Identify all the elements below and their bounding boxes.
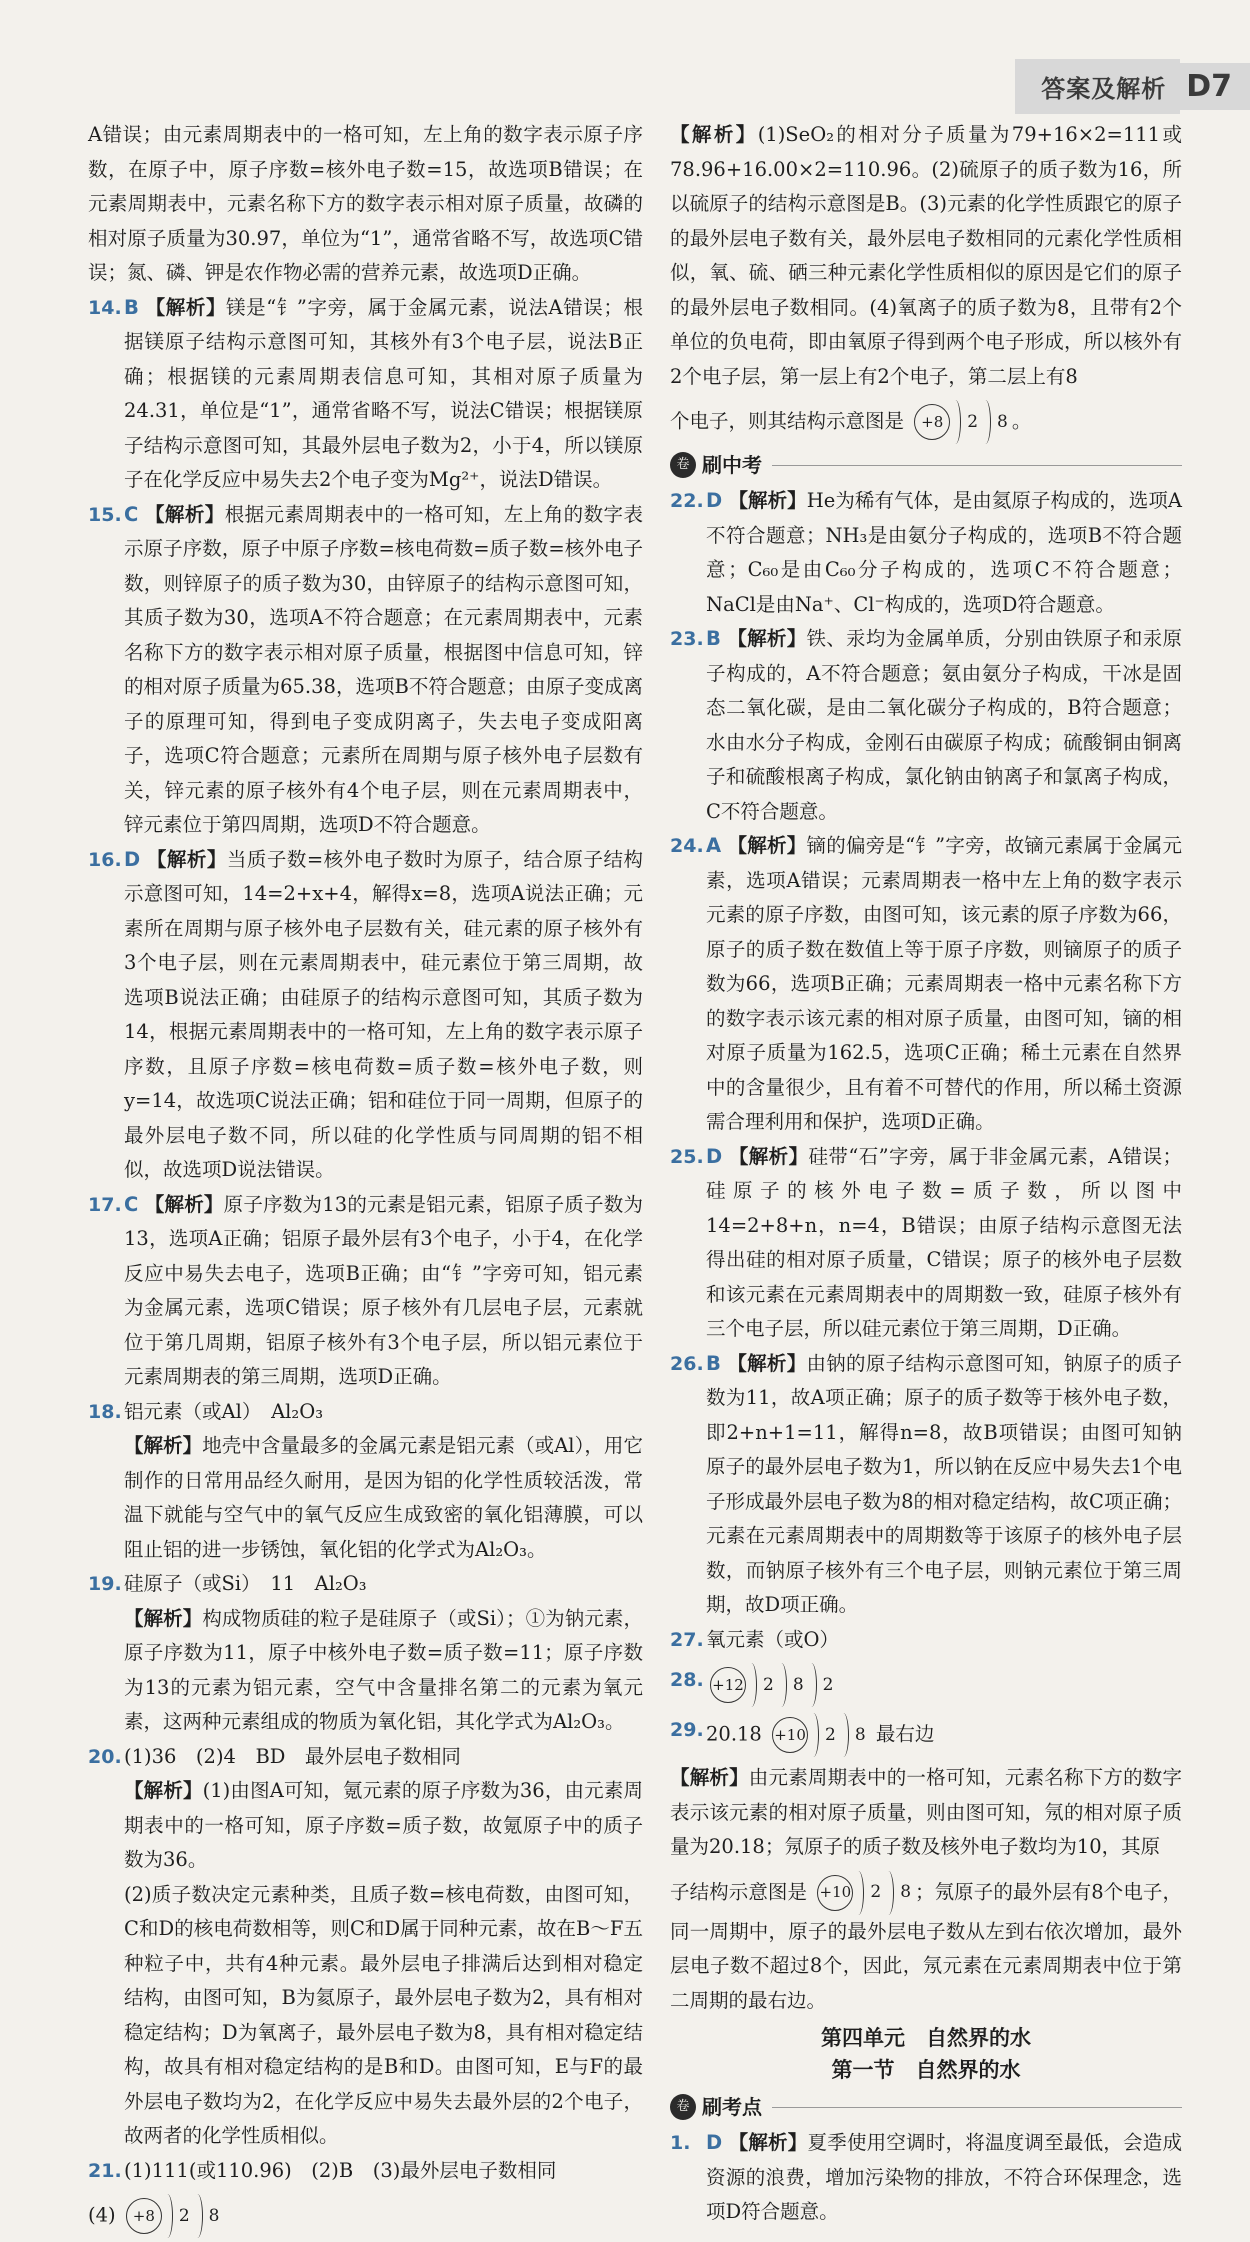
electron-shells	[857, 1871, 911, 1915]
analysis-tag: 【解析】	[124, 1434, 203, 1457]
part-label: (4)	[88, 2203, 116, 2227]
shell-arc	[746, 1663, 757, 1707]
electron-shells	[166, 2194, 220, 2238]
analysis-text-1: (1)由图A可知，氪元素的原子序数为36，由元素周期表中的一格可知，原子序数=质子数，故氪原子中的质子数为36。	[124, 1779, 643, 1871]
answer-29-analysis-cont	[670, 1871, 1182, 2019]
question-number: 15.	[88, 503, 122, 526]
analysis-text: 个电子，则其结构示意图是	[670, 409, 905, 433]
shell-arc	[806, 1663, 817, 1707]
analysis-tag: 【解析】	[144, 502, 225, 526]
answer-25	[670, 1140, 1182, 1347]
answer-29-analysis	[670, 1761, 1182, 1865]
shell-count: 8	[854, 1724, 866, 1745]
answer-choice: B	[706, 1351, 721, 1375]
section-subtitle: 第一节 自然界的水	[831, 2058, 1021, 2082]
shell-count: 8	[997, 411, 1008, 432]
answer-choice: D	[706, 2131, 723, 2154]
answer-20	[88, 1740, 643, 2154]
answer-text: 最右边	[875, 1722, 935, 1746]
answer-21-analysis	[670, 118, 1182, 394]
answer-24	[670, 829, 1182, 1140]
question-number: 24.	[670, 835, 704, 857]
section-title: 刷中考	[702, 452, 762, 477]
section-header-points	[670, 2092, 1182, 2122]
analysis-text-2: (2)质子数决定元素种类，且质子数=核电荷数，由图可知，C和D的核电荷数相等，则C和D属于同种元素，故在B～F五种粒子中，共有4种元素。最外层电子排满后达到相对稳定结构，由图可知，B为氦原子，最外层电子数为2，具有相对稳定结构；D为氧离子，最外层电子数为8，具有相对稳定结构，故具有相对稳定结构的是B和D。由图可知，E与F的最外层电子数均为2，在化学反应中易失去最外层的2个电子，故两者的化学性质相似。	[124, 1882, 643, 2147]
neon-atom-diagram	[817, 1871, 911, 1915]
page-number: D7	[1180, 63, 1250, 110]
left-column	[88, 118, 643, 2242]
answer-text: 氧元素（或O）	[706, 1627, 839, 1651]
question-number: 14.	[88, 296, 122, 319]
answer-18	[88, 1395, 643, 1568]
analysis-text: 子结构示意图是	[670, 1880, 808, 1903]
answer-choice: C	[124, 1192, 139, 1216]
answer-15	[88, 498, 643, 843]
oxygen-ion-diagram	[914, 400, 1008, 444]
shell-count: 2	[763, 1674, 774, 1695]
question-number: 18.	[88, 1400, 122, 1423]
analysis-tag: 【解析】	[728, 2131, 808, 2154]
divider	[772, 464, 1182, 466]
question-number: 19.	[88, 1573, 122, 1595]
question-number: 22.	[670, 490, 704, 512]
answer-22	[670, 484, 1182, 622]
question-number: 20.	[88, 1745, 122, 1768]
question-number: 23.	[670, 628, 704, 650]
shell-arc	[192, 2194, 203, 2238]
answer-choice: C	[124, 502, 139, 526]
nucleus: +8	[126, 2198, 162, 2234]
question-number: 26.	[670, 1352, 704, 1375]
analysis-tag: 【解析】	[670, 1766, 749, 1789]
answer-choice: D	[706, 489, 723, 512]
electron-shells	[750, 1663, 833, 1707]
answer-16	[88, 843, 643, 1188]
answer-27	[670, 1623, 1182, 1658]
analysis-tag: 【解析】	[145, 295, 227, 319]
analysis-text: 当质子数=核外电子数时为原子，结合原子结构示意图可知，14=2+x+4，解得x=8，选项A说法正确；元素所在周期与原子核外电子层数有关，硅元素的原子核外有3个电子层，则在元素周期表中，硅元素位于第三周期，故选项B说法正确；由硅原子的结构示意图可知，其质子数为14，根据元素周期表中的一格可知，左上角的数字表示原子序数，且原子序数=核电荷数=质子数=核外电子数，则y=14，故选项C说法正确；铝和硅位于同一周期，但原子的最外层电子数不同，所以硅的化学性质与同周期的铝不相似，故选项D说法错误。	[124, 847, 643, 1181]
answer-text: (1)36 (2)4 BD 最外层电子数相同	[124, 1744, 461, 1768]
shell-arc	[162, 2194, 173, 2238]
answer-21	[88, 2154, 643, 2189]
question-number: 28.	[670, 1669, 704, 1691]
section-header-exam	[670, 450, 1182, 480]
answer-choice: D	[124, 847, 141, 871]
analysis-tag: 【解析】	[727, 834, 807, 857]
answer-text: 硅原子（或Si） 11 Al₂O₃	[124, 1572, 367, 1595]
analysis-text: 根据元素周期表中的一格可知，左上角的数字表示原子序数，原子中原子序数=核电荷数=质子数=核外电子数，则锌原子的质子数为30，由锌原子的结构示意图可知，其质子数为30，选项A不符合题意；在元素周期表中，元素名称下方的数字表示相对原子质量，根据图中信息可知，锌的相对原子质量为65.38，选项B不符合题意；由原子变成离子的原理可知，得到电子变成阴离子，失去电子变成阳离子，选项C符合题意；元素所在周期与原子核外电子层数有关，锌元素的原子核外有4个电子层，则在元素周期表中，锌元素位于第四周期，选项D不符合题意。	[124, 502, 643, 836]
answer-choice: B	[124, 295, 139, 319]
shell-count: 2	[825, 1724, 836, 1745]
shell-arc	[883, 1871, 894, 1915]
shell-arc	[776, 1663, 787, 1707]
analysis-tag: 【解析】	[728, 1144, 809, 1168]
section-title: 刷考点	[702, 2094, 762, 2119]
electron-shells	[812, 1713, 866, 1757]
analysis-tag: 【解析】	[124, 1606, 203, 1630]
analysis-text: 由钠的原子结构示意图可知，钠原子的质子数为11，故A项正确；原子的质子数等于核外电子数，即2+n+1=11，解得n=8，故B项错误；由图可知钠原子的最外层电子数为1，所以钠在反应中易失去1个电子形成最外层电子数为8的相对稳定结构，故C项正确；元素在元素周期表中的周期数等于该原子的核外电子层数，而钠原子核外有三个电子层，则钠元素位于第三周期，故D项正确。	[706, 1351, 1182, 1616]
header-label: 答案及解析	[1015, 59, 1180, 114]
answer-23	[670, 622, 1182, 829]
answer-choice: D	[706, 1144, 723, 1168]
shell-count: 2	[967, 411, 979, 432]
answer-14	[88, 291, 643, 498]
analysis-text: 铁、汞均为金属单质，分别由铁原子和汞原子构成的，A不符合题意；氨由氨分子构成，干冰是固态二氧化碳，是由二氧化碳分子构成的，B符合题意；水由水分子构成，金刚石由碳原子构成；硫酸铜由铜离子和硫酸根离子构成，氯化钠由钠离子和氯离子构成，C不符合题意。	[706, 627, 1182, 823]
question-number: 25.	[670, 1145, 704, 1168]
answer-19	[88, 1567, 643, 1740]
analysis-text: 硅带“石”字旁，属于非金属元素，A错误；硅原子的核外电子数=质子数，所以图中14=2+8+n，n=4，B错误；由原子结构示意图无法得出硅的相对原子质量，C错误；原子的核外电子层数和该元素在元素周期表中的周期数一致，硅原子核外有三个电子层，所以硅元素位于第三周期，D正确。	[706, 1144, 1182, 1340]
analysis-tag: 【解析】	[144, 1192, 224, 1216]
shell-arc	[853, 1871, 864, 1915]
analysis-text: 地壳中含量最多的金属元素是铝元素（或Al），用它制作的日常用品经久耐用，是因为铝的化学性质较活泼，常温下就能与空气中的氧气反应生成致密的氧化铝薄膜，可以阻止铝的进一步锈蚀，氧化铝的化学式为Al₂O₃。	[124, 1434, 643, 1561]
answer-choice: B	[706, 627, 721, 650]
answer-choice: A	[706, 834, 722, 857]
answer-1	[670, 2126, 1182, 2230]
analysis-text: 。	[1011, 409, 1032, 433]
shell-count: 8	[900, 1882, 912, 1903]
question-number: 21.	[88, 2159, 122, 2182]
analysis-tag: 【解析】	[728, 489, 807, 512]
analysis-text: He为稀有气体，是由氦原子构成的，选项A不符合题意；NH₃是由氨分子构成的，选项B不符合题意；C₆₀是由C₆₀分子构成的，选项C不符合题意；NaCl是由Na⁺、Cl⁻构成的，选项D符合题意。	[706, 489, 1182, 616]
analysis-text: ；氖原子的最外层有8个电子，同一周期中，原子的最外层电子数从左到右依次增加，最外层电子数不超过8个，因此，氖元素在元素周期表中位于第二周期的最右边。	[670, 1880, 1182, 2012]
answer-28	[670, 1663, 1182, 1707]
answer-17	[88, 1188, 643, 1395]
analysis-text: (1)SeO₂的相对分子质量为79+16×2=111或78.96+16.00×2=110.96。(2)硫原子的质子数为16，所以硫原子的结构示意图是B。(3)元素的化学性质跟它的原子的最外层电子数有关，最外层电子数相同的元素化学性质相似，氧、硫、硒三种元素化学性质相似的原因是它们的原子的最外层电子数相同。(4)氧离子的质子数为8，且带有2个单位的负电荷，即由氧原子得到两个电子形成，所以核外有2个电子层，第一层上有2个电子，第二层上有8	[670, 123, 1182, 388]
analysis-text: 由元素周期表中的一格可知，元素名称下方的数字表示该元素的相对原子质量，则由图可知，氖的相对原子质量为20.18；氖原子的质子数及核外电子数均为10，其原	[670, 1766, 1182, 1858]
nucleus: +8	[914, 404, 950, 440]
shell-count: 8	[208, 2205, 220, 2226]
answer-21-analysis-tail	[670, 400, 1182, 444]
oxygen-ion-diagram	[126, 2194, 220, 2238]
analysis-tag: 【解析】	[727, 627, 807, 650]
question-number: 27.	[670, 1628, 704, 1651]
analysis-tag: 【解析】	[727, 1351, 807, 1375]
shell-arc	[838, 1713, 849, 1757]
neon-atom-diagram	[772, 1713, 866, 1757]
nucleus: +10	[772, 1717, 808, 1753]
answer-text: 铝元素（或Al） Al₂O₃	[124, 1399, 324, 1423]
analysis-text: 镝的偏旁是“钅”字旁，故镝元素属于金属元素，选项A错误；元素周期表一格中左上角的数字表示元素的原子序数，由图可知，该元素的原子序数为66，原子的质子数在数值上等于原子序数，则镝原子的质子数为66，选项B正确；元素周期表一格中元素名称下方的数字表示该元素的相对原子质量，由图可知，镝的相对原子质量为162.5，选项C正确；稀土元素在自然界中的含量很少，且有着不可替代的作用，所以稀土资源需合理利用和保护，选项D正确。	[706, 834, 1182, 1133]
right-column	[670, 118, 1182, 2230]
question-number: 1.	[670, 2132, 691, 2154]
magnesium-atom-diagram	[710, 1663, 833, 1707]
nucleus: +12	[710, 1667, 746, 1703]
shell-count: 2	[178, 2205, 190, 2226]
answer-21-part4	[88, 2194, 643, 2238]
electron-shells	[954, 400, 1008, 444]
analysis-text: 夏季使用空调时，将温度调至最低，会造成资源的浪费，增加污染物的排放，不符合环保理念，选项D符合题意。	[706, 2131, 1182, 2223]
answer-text: 20.18	[706, 1722, 762, 1746]
shell-arc	[980, 400, 991, 444]
intro-text: A错误；由元素周期表中的一格可知，左上角的数字表示原子序数，在原子中，原子序数=核外电子数=15，故选项B错误；在元素周期表中，元素名称下方的数字表示相对原子质量，故磷的相对原子质量为30.97，单位为“1”，通常省略不写，故选项C错误；氮、磷、钾是农作物必需的营养元素，故选项D正确。	[88, 123, 643, 284]
shell-count: 2	[870, 1882, 882, 1903]
analysis-tag: 【解析】	[124, 1779, 203, 1802]
exam-book-icon: 卷	[670, 452, 696, 478]
nucleus: +10	[817, 1875, 853, 1911]
shell-arc	[808, 1713, 819, 1757]
question-number: 29.	[670, 1719, 704, 1741]
exam-book-icon: 卷	[670, 2094, 696, 2120]
analysis-text: 原子序数为13的元素是铝元素，铝原子质子数为13，选项A正确；铝原子最外层有3个电子，小于4，在化学反应中易失去电子，选项B正确；由“钅”字旁可知，铝元素为金属元素，选项C错误；原子核外有几层电子层，元素就位于第几周期，铝原子核外有3个电子层，所以铝元素位于元素周期表的第三周期，选项D正确。	[124, 1192, 643, 1388]
page-header	[1015, 60, 1250, 112]
question-number: 16.	[88, 848, 122, 871]
analysis-text: 构成物质硅的粒子是硅原子（或Si）；①为钠元素，原子序数为11，原子中核外电子数=质子数=11；原子序数为13的元素为铝元素，空气中含量排名第二的元素为氧元素，这两种元素组成的物质为氧化铝，其化学式为Al₂O₃。	[124, 1606, 643, 1733]
shell-count: 8	[792, 1674, 804, 1695]
divider	[772, 2106, 1182, 2108]
shell-count: 2	[822, 1674, 834, 1695]
analysis-tag: 【解析】	[146, 847, 227, 871]
question-number: 17.	[88, 1193, 122, 1216]
analysis-text: 镁是“钅”字旁，属于金属元素，说法A错误；根据镁原子结构示意图可知，其核外有3个电子层，说法B正确；根据镁的元素周期表信息可知，其相对原子质量为24.31，单位是“1”，通常省略不写，说法C错误；根据镁原子结构示意图可知，其最外层电子数为2，小于4，所以镁原子在化学反应中易失去2个电子变为Mg²⁺，说法D错误。	[124, 295, 643, 491]
analysis-tag: 【解析】	[670, 123, 758, 146]
answer-text: (1)111(或110.96) (2)B (3)最外层电子数相同	[124, 2158, 557, 2182]
shell-arc	[950, 400, 961, 444]
answer-29	[670, 1713, 1182, 1757]
answer-26	[670, 1347, 1182, 1623]
unit-title: 第四单元 自然界的水	[821, 2026, 1031, 2050]
